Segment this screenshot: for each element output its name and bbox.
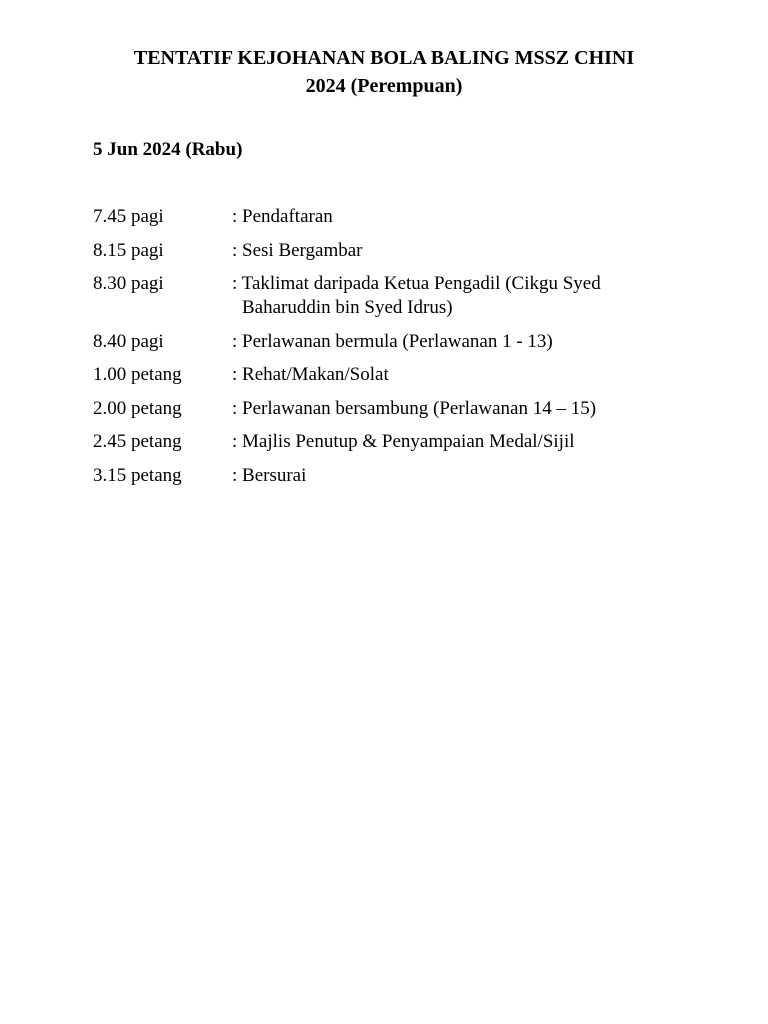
schedule-row [93, 330, 693, 354]
schedule-time: 3.15 petang [93, 464, 182, 486]
title-line-1: TENTATIF KEJOHANAN BOLA BALING MSSZ CHINI [133, 47, 635, 69]
schedule-row [93, 239, 693, 263]
schedule-row [93, 464, 693, 488]
schedule-time: 8.40 pagi [93, 330, 164, 352]
schedule-time: 8.15 pagi [93, 239, 164, 261]
title-line-2: 2024 (Perempuan) [305, 75, 463, 97]
schedule-time: 2.00 petang [93, 397, 182, 419]
schedule-activity: : Perlawanan bermula (Perlawanan 1 - 13) [232, 330, 553, 352]
schedule-activity: : Taklimat daripada Ketua Pengadil (Cikgu Syed Baharuddin bin Syed Idrus) [232, 273, 601, 318]
schedule-list [93, 205, 693, 497]
schedule-time: 2.45 petang [93, 431, 182, 452]
schedule-time: 8.30 pagi [93, 273, 164, 294]
document-title [0, 44, 768, 100]
schedule-activity: : Majlis Penutup & Penyampaian Medal/Sijil [232, 431, 575, 452]
schedule-time: 1.00 petang [93, 364, 182, 385]
schedule-activity: : Perlawanan bersambung (Perlawanan 14 – 15) [232, 397, 597, 419]
schedule-row [93, 363, 693, 387]
schedule-row [93, 430, 693, 454]
schedule-activity: : Bersurai [232, 464, 307, 486]
schedule-row [93, 272, 693, 320]
schedule-activity: : Rehat/Makan/Solat [232, 364, 389, 385]
schedule-activity: : Pendaftaran [232, 206, 333, 227]
schedule-row [93, 205, 693, 229]
schedule-time: 7.45 pagi [93, 206, 164, 227]
schedule-row [93, 397, 693, 421]
event-date: 5 Jun 2024 (Rabu) [93, 139, 243, 160]
schedule-activity: : Sesi Bergambar [232, 239, 363, 261]
